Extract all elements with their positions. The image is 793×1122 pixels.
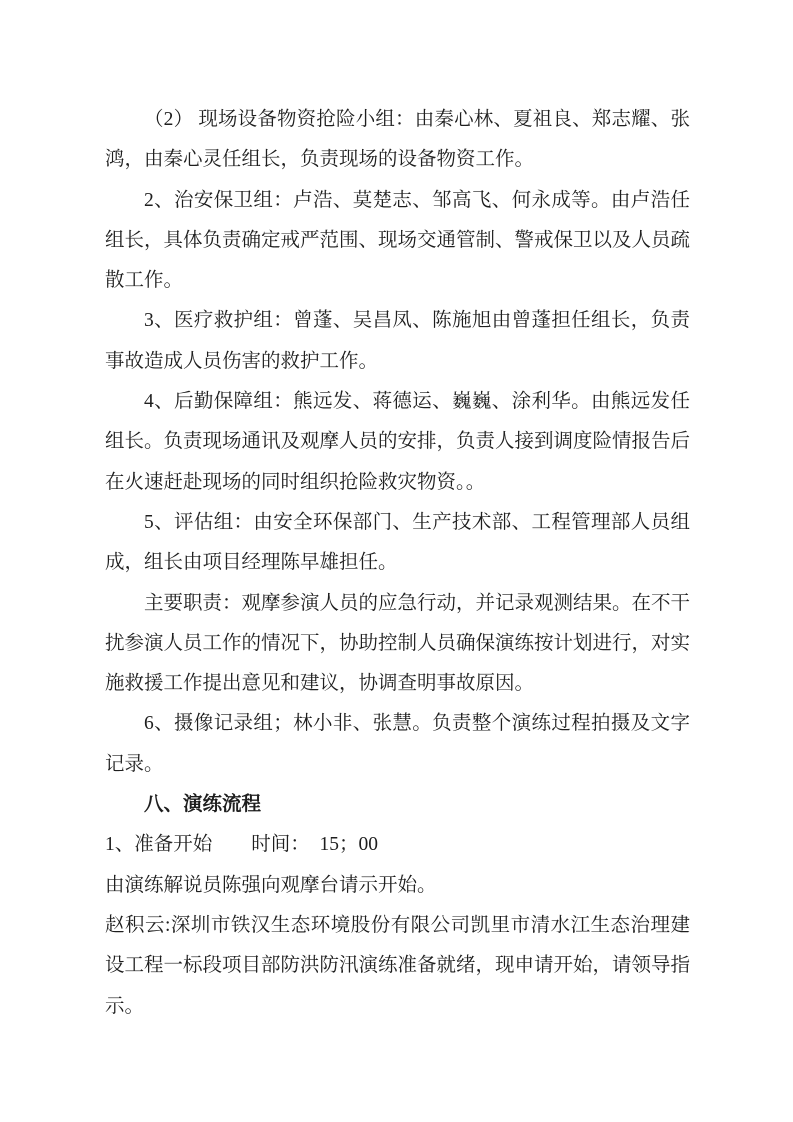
para-medical-team: 3、医疗救护组：曾蓬、吴昌凤、陈施旭由曾蓬担任组长，负责事故造成人员伤害的救护工作。 (105, 310, 690, 372)
para-zhaojiyun-speech: 赵积云:深圳市铁汉生态环境股份有限公司凯里市清水江生态治理建设工程一标段项目部防洪防汛演练准备就绪，现申请开始，请领导指示。 (105, 914, 691, 1017)
para-prep-start-time: 1、准备开始 时间： 15；00 (105, 834, 379, 856)
para-announcer-request: 由演练解说员陈强向观摩台请示开始。 (105, 874, 437, 896)
document-content (105, 100, 690, 1027)
heading-drill-process: 八、演练流程 (144, 794, 262, 816)
para-security-team: 2、治安保卫组：卢浩、莫楚志、邹高飞、何永成等。由卢浩任组长，具体负责确定戒严范围、现场交通管制、警戒保卫以及人员疏散工作。 (105, 189, 691, 292)
para-camera-record-team: 6、摄像记录组；林小非、张慧。负责整个演练过程拍摄及文字记录。 (105, 713, 690, 775)
para-main-duties: 主要职责：观摩参演人员的应急行动，并记录观测结果。在不干扰参演人员工作的情况下，协助控制人员确保演练按计划进行，对实施救援工作提出意见和建议，协调查明事故原因。 (105, 592, 691, 695)
para-evaluation-team: 5、评估组：由安全环保部门、生产技术部、工程管理部人员组成，组长由项目经理陈早雄担任。 (105, 511, 690, 574)
para-logistics-team: 4、后勤保障组：熊远发、蒋德运、巍巍、涂利华。由熊远发任组长。负责现场通讯及观摩人员的安排，负责人接到调度险情报告后在火速赶赴现场的同时组织抢险救灾物资。。 (105, 391, 691, 493)
para-equipment-rescue-team: （2） 现场设备物资抢险小组：由秦心林、夏祖良、郑志耀、张鸿，由秦心灵任组长，负责现场的设备物资工作。 (105, 109, 690, 171)
